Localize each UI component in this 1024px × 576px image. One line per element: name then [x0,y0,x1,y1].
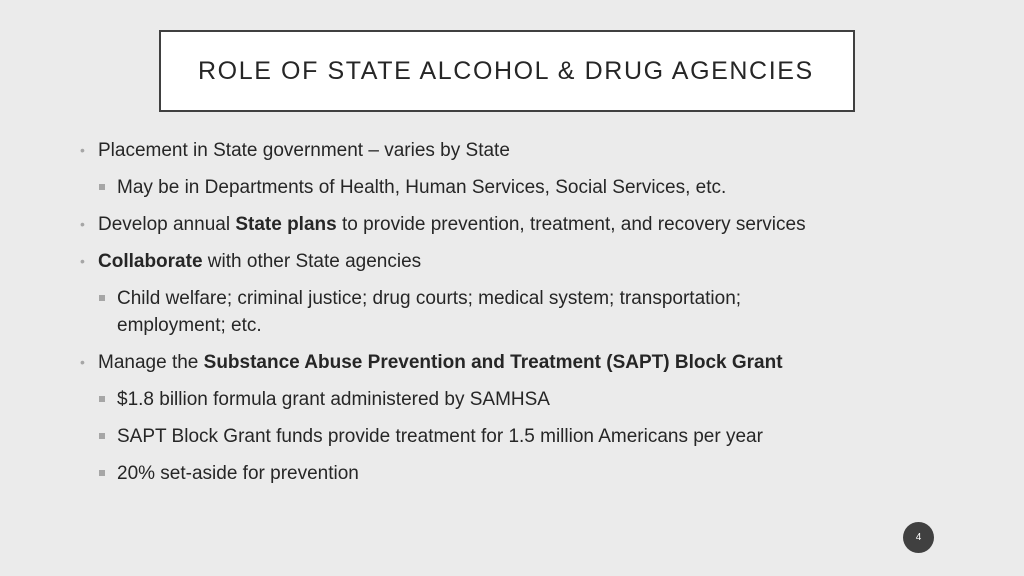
bullet-dot-icon: • [80,354,85,370]
subbullet-text: 20% set-aside for prevention [117,463,359,484]
page-number: 4 [915,532,922,543]
bullet-text-bold: State plans [235,214,337,235]
bullet-square-icon [99,396,105,402]
bullet-text: Placement in State government – varies by State [98,140,510,161]
subbullet-child-welfare [78,285,817,339]
bullet-square-icon [99,184,105,190]
bullet-text-pre: Manage the [98,352,204,373]
bullet-sapt [78,349,978,376]
bullet-dot-icon: • [80,142,85,158]
title-box [159,30,855,112]
bullet-text-bold: Collaborate [98,251,203,272]
bullet-dot-icon: • [80,216,85,232]
bullet-list [78,137,978,497]
page-number-badge [903,522,934,553]
subbullet-prevention [78,460,978,487]
subbullet-treatment [78,423,978,450]
slide-title: ROLE OF STATE ALCOHOL & DRUG AGENCIES [198,56,814,85]
subbullet-text: $1.8 billion formula grant administered by SAMHSA [117,389,550,410]
subbullet-text: May be in Departments of Health, Human Services, Social Services, etc. [117,177,727,198]
bullet-text-post: to provide prevention, treatment, and recovery services [336,214,806,235]
bullet-text-bold: Substance Abuse Prevention and Treatment (SAPT) Block Grant [203,352,783,373]
subbullet-funding [78,386,978,413]
subbullet-text: Child welfare; criminal justice; drug courts; medical system; transportation; employment; etc. [117,288,742,336]
subbullet-text: SAPT Block Grant funds provide treatment for 1.5 million Americans per year [117,426,763,447]
bullet-square-icon [99,295,105,301]
bullet-text-post: with other State agencies [202,251,422,272]
bullet-square-icon [99,433,105,439]
bullet-square-icon [99,470,105,476]
subbullet-departments [78,174,978,201]
bullet-state-plans [78,211,978,238]
bullet-text-pre: Develop annual [98,214,236,235]
bullet-dot-icon: • [80,253,85,269]
bullet-collaborate [78,248,978,275]
bullet-placement [78,137,978,164]
